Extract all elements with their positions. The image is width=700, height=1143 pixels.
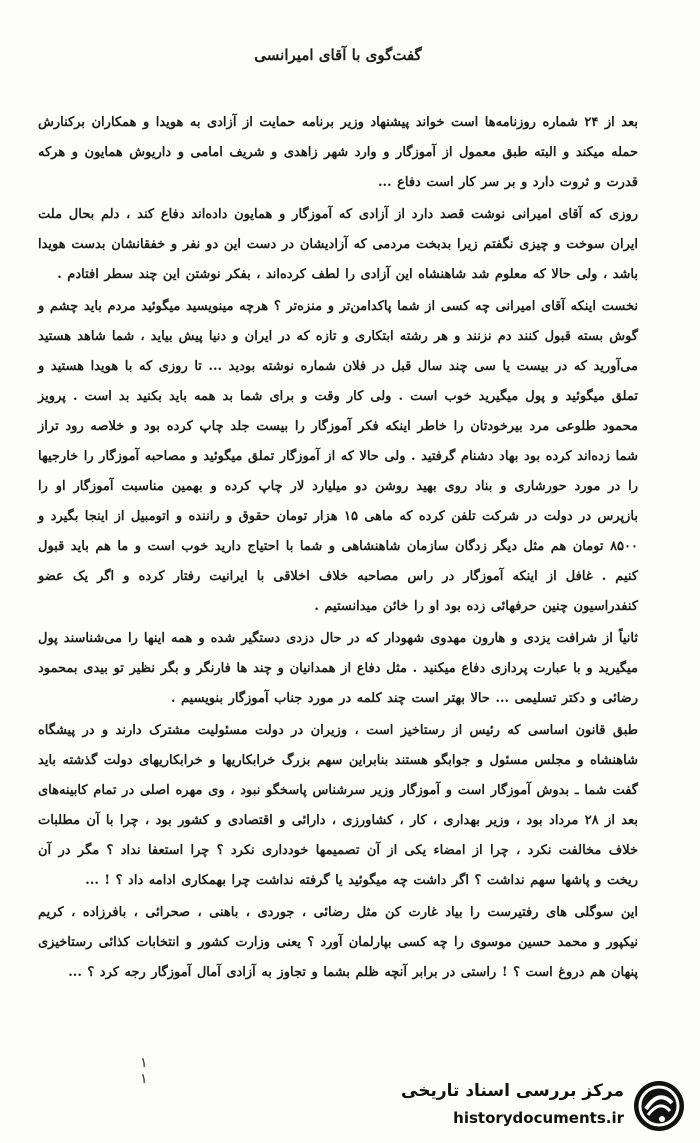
- paragraph: نخست اینکه آقای امیرانی چه کسی از شما پاکدامن‌تر و منزه‌تر ؟ هرچه مینویسید میگوئید مردم باید چشم و گوش بسته قبول کنند دم نزنند و هر رشته ابتکاری و تازه که در ایران و دنیا پیش بیاید ، شما شاهد هستید می‌آورید که در بیست یا سی چند سال قبل در فلان شماره نوشته بودید ... تا روزی که با هویدا هستید و تملق میگوئید و پول میگیرید خوب است . ولی کار وقت و برای شما بد همه باید بکنید بد است . پرویز محمود طلوعی مرد بیرخودتان را خاطر اینکه فکر آموزگار را بیست جلد چاپ کرده بود و خلاصه رود تراز شما زده‌اند کرده بود بهاد دشنام گرفتید . ولی حالا که از آموزگار تملق میگوئید و مصاحبه آموزگار را خارجیها را در مورد حورشاری و بناد روی بهید روشن دو میلیارد لار چاپ کرده و بهمین مناسبت آموزگار او را بازپرس در دولت در شرکت تلفن کرده که ماهی ۱۵ هزار تومان حقوق و راننده و اتومبیل از اینجا بگیرد و ۸۵۰۰ تومان هم مثل دیگر زدگان سازمان شاهنشاهی و شما با احتیاج دارید خوب است و ما هم باید قبول کنیم . غافل از اینکه آموزگار در راس مصاحبه خلاف اخلاقی با ایرانیت رفتار کرده و اگر یک عضو کنفدراسیون چنین حرفهائی زده بود او را خائن میدانستیم .: [38, 299, 639, 614]
- paragraph: طبق قانون اساسی که رئیس از رستاخیز است ، وزیران در دولت مسئولیت مشترک دارند و در پیشگاه شاهنشاه و مجلس مسئول و جوابگو هستند بنابراین سهم بزرگ خرابکاریها و خرابکاریهای دولت گذشته باید گفت شما ـ بدوش آموزگار است و آموزگار وزیر سرشناس پاسخگو نبود ، وی مهره اصلی در تمام کابینه‌های بعد از ۲۸ مرداد بود ، وزیر بهداری ، کار ، کشاورزی ، دارائی و اقتصادی و کشور بود ، چرا با آن مطلبات خلاف مخالفت نکرد ، چرا از امضاء یکی از آن تصمیمها خودداری نکرد ؟ چرا استعفا نداد ؟ مگر در آن ریخت و پاشها سهم نداشت ؟ اگر داشت چه میگوئید یا گرفته نداشت چرا بهمکاری ادامه داد ؟ ! ...: [38, 723, 639, 888]
- document-body: [38, 108, 638, 988]
- paragraph: بعد از ۲۴ شماره روزنامه‌ها است خواند پیشنهاد وزیر برنامه حمایت از آزادی به هویدا و همکاران برکنارش حمله میکند و البته طبق معمول از آموزگار و وارد شهر زاهدی و شریف امامی و داریوش همایون و هرکه قدرت و ثروت دارد و بر سر کار است دفاع ...: [38, 115, 639, 190]
- paragraph: این سوگلی های رفتیرست را بیاد غارت کن مثل رضائی ، جوردی ، باهنی ، صحرائی ، بافرزاده ، کریم نیکپور و محمد حسین موسوی را چه کسی بپارلمان آورد ؟ یعنی وزارت کشور و انتخابات کذائی رستاخیزی پنهان هم دروغ است ؟ ! راستی در برابر آنچه ظلم بشما و تجاوز به آزادی آمال آموزگار رجه کرد ؟ ...: [38, 905, 638, 980]
- document-title: گفت‌گوی با آقای امیرانسی: [254, 46, 422, 64]
- archive-name: مرکز بررسی اسناد تاریخی: [401, 1081, 624, 1101]
- archive-logo-icon: [632, 1079, 686, 1133]
- archive-url: historydocuments.ir: [453, 1109, 624, 1127]
- paragraph: روزی که آقای امیرانی نوشت قصد دارد از آزادی که آموزگار و همایون داده‌اند دفاع کند ، دلم بحال ملت ایران سوخت و چیزی نگفتم زیرا بدبخت مردمی که آزادیشان در دست این دو نفر و خفقانشان بدست هویدا باشد ، ولی حالا که معلوم شد شاهنشاه این آزادی را لطف کرده‌اند ، بفکر نوشتن این چند سطر افتادم .: [38, 207, 638, 282]
- watermark-footer: [396, 1077, 686, 1135]
- trailing-marks: ١ ١: [140, 1055, 148, 1087]
- paragraph: ثانیاً از شرافت یزدی و هارون مهدوی شهودار که در حال دزدی دستگیر شده و همه اینها را می‌شناسند پول میگیرید و با عبارت پردازی دفاع میکنید . مثل دفاع از همدانیان و چند ها فارنگر و بگر نظیر تو بیدی بمحمود رضائی و دکتر تسلیمی ... حالا بهتر است چند کلمه در مورد جناب آموزگار بنویسیم .: [38, 631, 638, 706]
